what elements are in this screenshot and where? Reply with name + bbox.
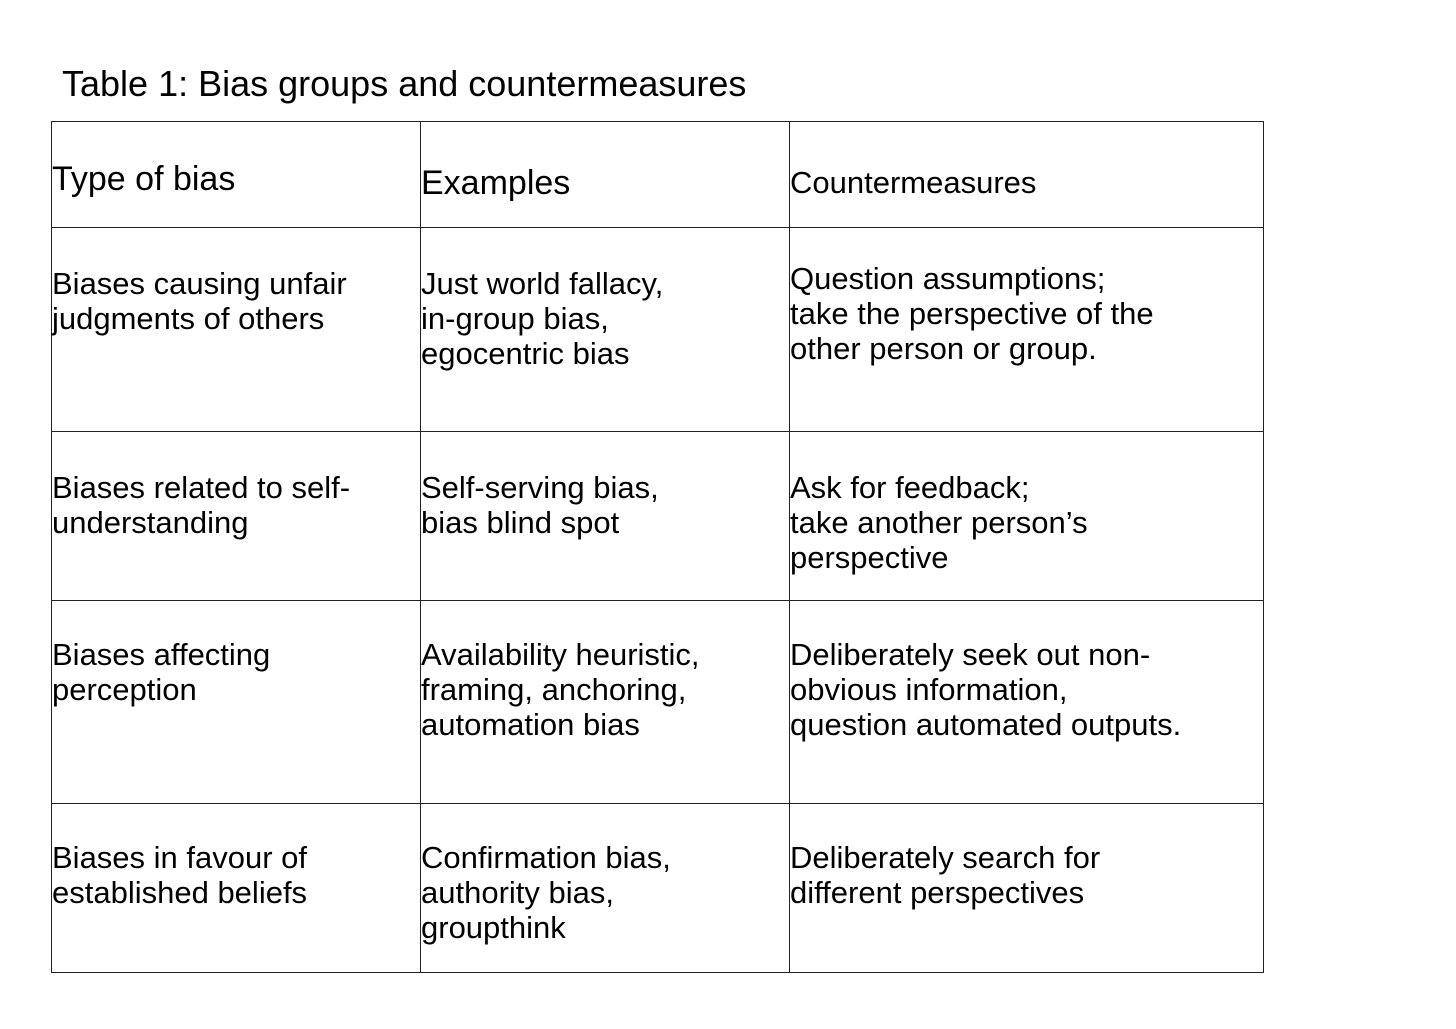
- table-row: [52, 432, 1264, 601]
- table-row: [52, 804, 1264, 973]
- bias-table: [51, 121, 1264, 973]
- examples-cell: [421, 432, 790, 601]
- cell-line: in-group bias,: [421, 301, 609, 336]
- cell-line: egocentric bias: [421, 336, 630, 371]
- cell-line: Just world fallacy,: [421, 266, 664, 301]
- countermeasures-cell: [790, 432, 1264, 601]
- table-row: [52, 228, 1264, 432]
- bias-type-cell: [52, 228, 421, 432]
- header-type-of-bias: Type of bias: [52, 122, 421, 228]
- cell-line: Question assumptions;: [790, 261, 1106, 296]
- cell-line: groupthink: [421, 910, 566, 945]
- cell-line: other person or group.: [790, 331, 1097, 366]
- cell-line: Biases affecting: [52, 637, 271, 672]
- bias-type-cell: [52, 601, 421, 804]
- cell-line: Ask for feedback;: [790, 470, 1030, 505]
- examples-cell: [421, 228, 790, 432]
- table-header-row: [52, 122, 1264, 228]
- cell-line: judgments of others: [52, 301, 325, 336]
- countermeasures-cell: [790, 228, 1264, 432]
- cell-line: perspective: [790, 540, 949, 575]
- bias-type-cell: [52, 804, 421, 973]
- cell-line: perception: [52, 672, 197, 707]
- table-caption: Table 1: Bias groups and countermeasures: [62, 63, 747, 104]
- header-examples: Examples: [421, 122, 790, 228]
- cell-line: take the perspective of the: [790, 296, 1154, 331]
- cell-line: take another person’s: [790, 505, 1088, 540]
- cell-line: Confirmation bias,: [421, 840, 671, 875]
- cell-line: Biases causing unfair: [52, 266, 347, 301]
- cell-line: framing, anchoring,: [421, 672, 687, 707]
- cell-line: established beliefs: [52, 875, 308, 910]
- cell-line: automation bias: [421, 707, 640, 742]
- cell-line: Self-serving bias,: [421, 470, 659, 505]
- cell-line: understanding: [52, 505, 249, 540]
- cell-line: Biases in favour of: [52, 840, 308, 875]
- cell-line: obvious information,: [790, 672, 1068, 707]
- bias-type-cell: [52, 432, 421, 601]
- cell-line: bias blind spot: [421, 505, 620, 540]
- countermeasures-cell: [790, 601, 1264, 804]
- cell-line: Availability heuristic,: [421, 637, 700, 672]
- countermeasures-cell: [790, 804, 1264, 973]
- cell-line: authority bias,: [421, 875, 614, 910]
- cell-line: Deliberately seek out non-: [790, 637, 1151, 672]
- cell-line: question automated outputs.: [790, 707, 1182, 742]
- cell-line: different perspectives: [790, 875, 1085, 910]
- examples-cell: [421, 601, 790, 804]
- header-countermeasures: Countermeasures: [790, 122, 1264, 228]
- examples-cell: [421, 804, 790, 973]
- table-row: [52, 601, 1264, 804]
- cell-line: Biases related to self-: [52, 470, 351, 505]
- cell-line: Deliberately search for: [790, 840, 1101, 875]
